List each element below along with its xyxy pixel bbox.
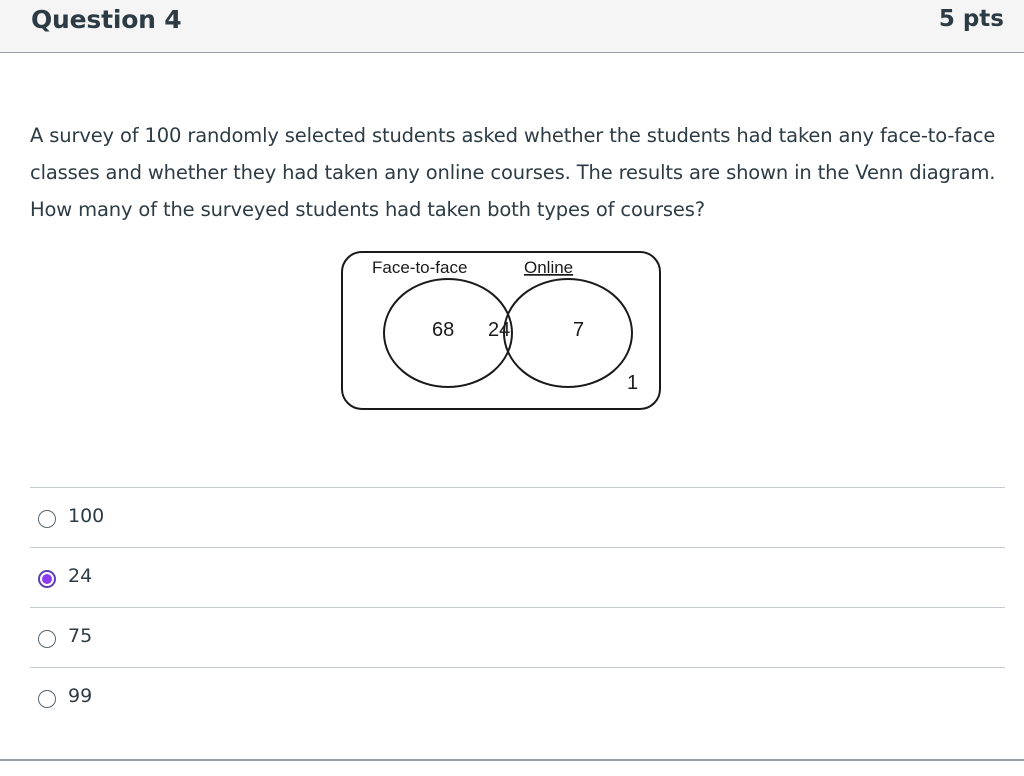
question-header bbox=[0, 0, 1024, 53]
venn-diagram-svg bbox=[338, 248, 668, 414]
face-to-face-label: Face-to-face bbox=[372, 258, 468, 277]
answer-list bbox=[30, 487, 1005, 727]
radio-button[interactable] bbox=[38, 690, 56, 708]
radio-button-selected[interactable] bbox=[38, 570, 56, 588]
answer-option[interactable] bbox=[30, 667, 1005, 727]
radio-button[interactable] bbox=[38, 630, 56, 648]
question-text: A survey of 100 randomly selected students asked whether the students had taken any face-to-face classes and whether they had taken any online courses. The results are shown in the Venn diagram. How many of the surveyed students had taken both types of courses? bbox=[30, 124, 996, 221]
only-online-count: 7 bbox=[573, 319, 585, 341]
answer-label[interactable]: 100 bbox=[68, 505, 105, 527]
answer-option[interactable] bbox=[30, 487, 1005, 547]
both-count: 24 bbox=[488, 319, 511, 341]
only-face-to-face-count: 68 bbox=[432, 319, 455, 341]
footer-divider bbox=[0, 759, 1024, 761]
answer-label[interactable]: 24 bbox=[68, 565, 93, 587]
radio-button[interactable] bbox=[38, 510, 56, 528]
online-label: Online bbox=[524, 258, 574, 277]
answer-option[interactable] bbox=[30, 607, 1005, 667]
neither-count: 1 bbox=[627, 372, 639, 394]
question-points: 5 pts bbox=[938, 6, 1004, 32]
answer-label[interactable]: 99 bbox=[68, 685, 93, 707]
answer-option[interactable] bbox=[30, 547, 1005, 607]
answer-label[interactable]: 75 bbox=[68, 625, 93, 647]
question-title: Question 4 bbox=[31, 5, 182, 34]
venn-diagram bbox=[338, 248, 668, 414]
